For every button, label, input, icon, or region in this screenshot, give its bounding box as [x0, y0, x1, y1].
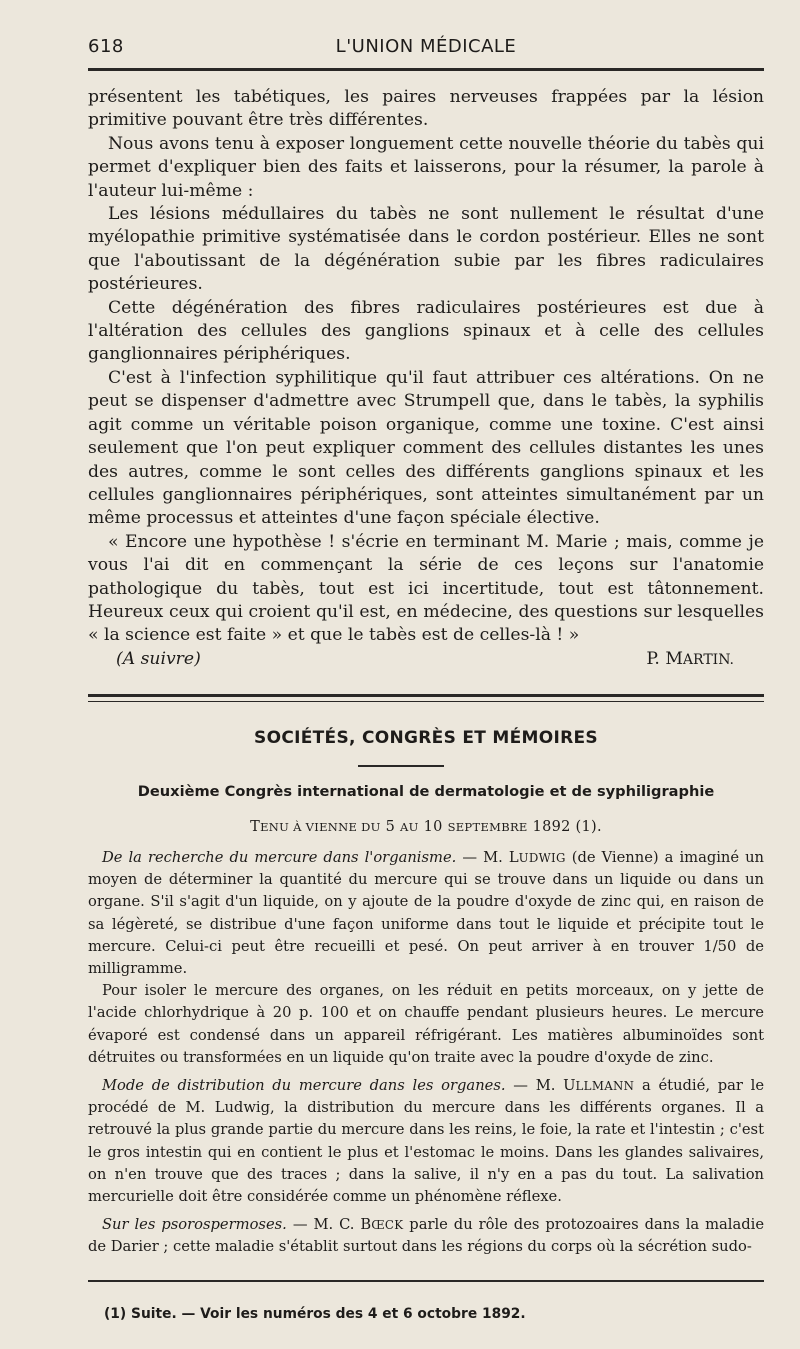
dates-to: AU — [400, 820, 419, 834]
speaker-initial: U — [563, 1077, 576, 1095]
dates-day-start: 5 — [385, 819, 396, 835]
report-paragraph — [88, 847, 764, 980]
congress-dates — [88, 819, 764, 835]
congress-title: Deuxième Congrès international de dermatologie et de syphiligraphie — [137, 783, 715, 800]
page-header — [88, 34, 764, 62]
report-text: parle du rôle des protozoaires dans la maladie de Darier ; cette maladie s'établit surtout dans les régions du corps où la sécrétion sudo- — [88, 1216, 765, 1256]
footnote: (1) Suite. — Voir les numéros des 4 et 6 octobre 1892. — [104, 1306, 526, 1322]
paragraph: Nous avons tenu à exposer longuement cette nouvelle théorie du tabès qui permet d'expliquer bien des faits et laisserons, pour la résumer, la parole à l'auteur lui-même : — [88, 133, 764, 201]
report-paragraph — [88, 1214, 764, 1258]
speaker-initial: B — [360, 1216, 372, 1234]
dates-text: ENU À VIENNE DU — [260, 820, 381, 834]
report-dash: — M. — [462, 849, 509, 866]
section-divider-thin — [88, 701, 764, 702]
dates-month: SEPTEMBRE — [447, 820, 528, 834]
dates-year: 1892 (1). — [532, 819, 602, 835]
running-title: L'UNION MÉDICALE — [335, 36, 517, 57]
report-topic: De la recherche du mercure dans l'organisme. — [102, 849, 457, 866]
section-title-rule — [358, 765, 444, 767]
speaker-name: LLMANN — [575, 1079, 635, 1094]
author-initial: P. M — [646, 648, 683, 669]
report-topic: Mode de distribution du mercure dans les organes. — [102, 1077, 506, 1095]
article-signoff — [88, 648, 764, 672]
speaker-name: UDWIG — [518, 851, 566, 865]
paragraph: C'est à l'infection syphilitique qu'il faut attribuer ces altérations. On ne peut se dispenser d'admettre avec Strumpell que, dans le tabès, la syphilis agit comme un véritable poison organique, comme une toxine. C'est ainsi seulement que l'on peut expliquer comment des cellules distantes les unes des autres, comme le sont celles des différents ganglions spinaux et les cellules ganglionnaires périphériques, sont atteintes simultanément par un même processus et atteintes d'une façon spéciale élective. — [88, 367, 764, 529]
report-text: (de Vienne) a imaginé un moyen de déterminer la quantité du mercure qui se trouve dans un liquide ou dans un organe. S'il s'agit d'un liquide, on y ajoute de la poudre d'oxyde de zinc qui, en raison de sa légèreté, se distribue d'une façon uniforme dans tout le liquide et précipite tout le mercure. Celui-ci peut être recueilli et pesé. On peut arriver à en trouver 1/50 de milligramme. — [88, 849, 765, 978]
report-text: a étudié, par le procédé de M. Ludwig, la distribution du mercure dans les différents organes. Il a retrouvé la plus grande partie du mercure dans les reins, le foie, la rate et l'intestin ; c'est le gros intestin qui en contient le plus et l'estomac le moins. Dans les glandes salivaires, on n'en trouve que des traces ; dans la salive, il n'y en a pas du tout. La salivation mercurielle doit être considérée comme un phénomène réflexe. — [88, 1077, 765, 1206]
header-rule — [88, 68, 764, 71]
dates-day-end: 10 — [423, 819, 443, 835]
paragraph: Les lésions médullaires du tabès ne sont nullement le résultat d'une myélopathie primitive systématisée dans le cordon postérieur. Elles ne sont que l'aboutissant de la dégénération subie par les fibres radiculaires postérieures. — [88, 204, 764, 295]
paragraph: Cette dégénération des fibres radiculaires postérieures est due à l'altération des cellules des ganglions spinaux et à celle des cellules ganglionnaires périphériques. — [88, 297, 764, 365]
page-number: 618 — [88, 36, 124, 57]
section-divider — [88, 694, 764, 697]
footnote-rule — [88, 1280, 764, 1282]
speaker-initial: L — [508, 849, 519, 866]
report-paragraph — [88, 1075, 764, 1208]
congress-reports — [88, 847, 764, 1259]
paragraph: « Encore une hypothèse ! s'écrie en terminant M. Marie ; mais, comme je vous l'ai dit en commençant la série de ces leçons sur l'anatomie pathologique du tabès, tout est ici incertitude, tout est tâtonnement. Heureux ceux qui croient qu'il est, en médecine, des questions sur lesquelles « la science est faite » et que le tabès est de celles-là ! » — [88, 531, 764, 646]
report-paragraph: Pour isoler le mercure des organes, on les réduit en petits morceaux, on y jette de l'acide chlorhydrique à 20 p. 100 et on chauffe pendant plusieurs heures. Le mercure évaporé est condensé dans un appareil réfrigérant. Les matières albuminoïdes sont détruites ou transformées en un liquide qu'on traite avec la poudre d'oxyde de zinc. — [88, 982, 764, 1066]
article-body — [88, 86, 764, 672]
speaker-name: ŒCK — [371, 1218, 404, 1233]
dates-initial: T — [250, 819, 261, 835]
author-signature — [646, 648, 734, 672]
paragraph: présentent les tabétiques, les paires nerveuses frappées par la lésion primitive pouvant être très différentes. — [88, 87, 764, 131]
report-dash: — M. — [513, 1077, 564, 1095]
section-title: SOCIÉTÉS, CONGRÈS ET MÉMOIRES — [254, 728, 598, 748]
to-follow-note: (A suivre) — [116, 648, 201, 669]
author-name-rest: ARTIN. — [682, 651, 734, 668]
report-dash: — M. C. — [292, 1216, 361, 1234]
report-topic: Sur les psorospermoses. — [102, 1216, 287, 1234]
